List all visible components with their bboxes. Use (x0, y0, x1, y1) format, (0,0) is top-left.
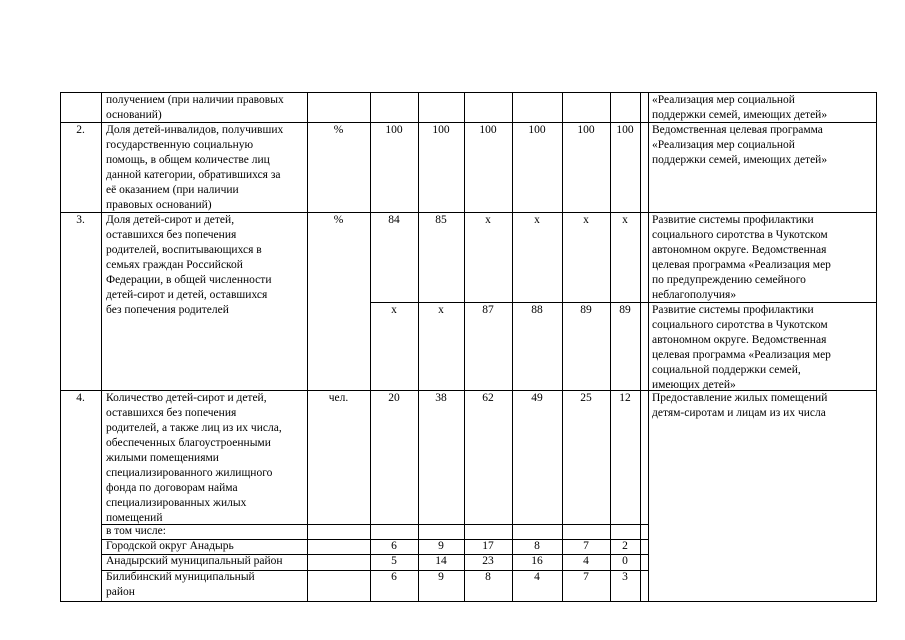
column-border (101, 92, 102, 601)
indicator-name: оснований) (106, 109, 162, 121)
column-border (370, 92, 371, 601)
indicator-name: её оказанием (при наличии (106, 184, 239, 196)
program-name: «Реализация мер социальной (652, 94, 795, 106)
value-cell: 100 (577, 124, 595, 136)
program-name: Предоставление жилых помещений (652, 392, 828, 404)
subrow-name: Анадырский муниципальный район (106, 555, 283, 567)
indicator-name: помощь, в общем количестве лиц (106, 154, 270, 166)
indicator-name: помещений (106, 512, 163, 524)
unit-cell: % (333, 214, 344, 226)
column-border (307, 92, 308, 601)
value-cell: 84 (388, 214, 400, 226)
indicator-name: Доля детей-сирот и детей, (106, 214, 235, 226)
indicator-name: оставшихся без попечения (106, 407, 237, 419)
row-number: 4. (76, 392, 85, 404)
subrow-name: Билибинский муниципальный (106, 571, 255, 583)
program-name: детям-сиротам и лицам из их числа (652, 407, 826, 419)
row-number: 3. (76, 214, 85, 226)
indicator-name: детей-сирот и детей, оставшихся (106, 289, 268, 301)
subrow-value: 4 (534, 571, 540, 583)
subrow-value: 2 (622, 540, 628, 552)
subrow-value: 3 (622, 571, 628, 583)
subrow-border (101, 524, 648, 525)
indicator-name: обеспеченных благоустроенными (106, 437, 271, 449)
program-name: поддержки семей, имеющих детей» (652, 154, 828, 166)
value-cell: 38 (435, 392, 447, 404)
subrow-value: 8 (534, 540, 540, 552)
unit-cell: % (333, 124, 344, 136)
program-name: социального сиротства в Чукотском (652, 229, 828, 241)
value-cell: x (438, 304, 444, 316)
indicator-name: Федерации, в общей численности (106, 274, 272, 286)
subrow-value: 17 (482, 540, 494, 552)
subrow-value: 14 (435, 555, 447, 567)
table-right-border (876, 92, 877, 601)
column-border (418, 92, 419, 601)
column-border (464, 92, 465, 601)
indicator-name: жилыми помещениями (106, 452, 219, 464)
subrow-value: 5 (391, 555, 397, 567)
program-name: социального сиротства в Чукотском (652, 319, 828, 331)
subrow-value: 23 (482, 555, 494, 567)
value-cell: x (534, 214, 540, 226)
program-name: «Реализация мер социальной (652, 139, 795, 151)
value-cell: 100 (528, 124, 546, 136)
indicator-name: Доля детей-инвалидов, получивших (106, 124, 284, 136)
indicator-name: правовых оснований) (106, 199, 212, 211)
indicator-name: без попечения родителей (106, 304, 229, 316)
subrow-name: Городской округ Анадырь (106, 540, 234, 552)
program-name: автономном округе. Ведомственная (652, 334, 827, 346)
value-cell: 12 (619, 392, 631, 404)
value-cell: 62 (482, 392, 494, 404)
value-cell: 100 (432, 124, 450, 136)
subrows-header: в том числе: (106, 525, 166, 537)
value-cell: x (391, 304, 397, 316)
column-border (512, 92, 513, 601)
column-border (610, 92, 611, 601)
table-left-border (60, 92, 61, 601)
indicator-name: специализированного жилищного (106, 467, 273, 479)
indicator-name: родителей, воспитывающихся в (106, 244, 262, 256)
indicator-name: получением (при наличии правовых (106, 94, 284, 106)
indicator-name: Количество детей-сирот и детей, (106, 392, 267, 404)
subrow-value: 7 (583, 540, 589, 552)
subrow-value: 4 (583, 555, 589, 567)
program-name: целевая программа «Реализация мер (652, 349, 831, 361)
program-name: целевая программа «Реализация мер (652, 259, 831, 271)
subrow-value: 6 (391, 540, 397, 552)
subrow-value: 0 (622, 555, 628, 567)
program-name: неблагополучия» (652, 289, 737, 301)
value-cell: 20 (388, 392, 400, 404)
program-name: поддержки семей, имеющих детей» (652, 109, 828, 121)
program-name: автономном округе. Ведомственная (652, 244, 827, 256)
program-name: Развитие системы профилактики (652, 214, 814, 226)
program-name: социальной поддержки семей, (652, 364, 801, 376)
row-number: 2. (76, 124, 85, 136)
value-cell: x (622, 214, 628, 226)
value-cell: 100 (616, 124, 634, 136)
column-border (562, 92, 563, 601)
value-cell: 49 (531, 392, 543, 404)
column-border (640, 92, 641, 601)
value-cell: x (583, 214, 589, 226)
indicator-name: семьях граждан Российской (106, 259, 243, 271)
value-cell: 100 (479, 124, 497, 136)
program-name: Ведомственная целевая программа (652, 124, 823, 136)
subrow-value: 6 (391, 571, 397, 583)
value-cell: x (485, 214, 491, 226)
value-cell: 89 (619, 304, 631, 316)
table-bottom-border (60, 601, 877, 602)
subrow-name: район (106, 586, 135, 598)
value-cell: 100 (385, 124, 403, 136)
indicator-name: родителей, а также лиц из их числа, (106, 422, 282, 434)
value-cell: 25 (580, 392, 592, 404)
value-cell: 85 (435, 214, 447, 226)
indicator-name: государственную социальную (106, 139, 254, 151)
program-name: имеющих детей» (652, 379, 736, 391)
indicator-name: специализированных жилых (106, 497, 247, 509)
subrow-value: 9 (438, 571, 444, 583)
indicator-name: данной категории, обратившихся за (106, 169, 281, 181)
unit-cell: чел. (328, 392, 349, 404)
value-cell: 89 (580, 304, 592, 316)
value-cell: 87 (482, 304, 494, 316)
indicator-name: оставшихся без попечения (106, 229, 237, 241)
value-cell: 88 (531, 304, 543, 316)
indicator-name: фонда по договорам найма (106, 482, 238, 494)
program-name: Развитие системы профилактики (652, 304, 814, 316)
subrow-value: 8 (485, 571, 491, 583)
subrow-value: 7 (583, 571, 589, 583)
subrow-value: 9 (438, 540, 444, 552)
subrow-value: 16 (531, 555, 543, 567)
column-border (648, 92, 649, 601)
program-name: по предупреждению семейного (652, 274, 806, 286)
